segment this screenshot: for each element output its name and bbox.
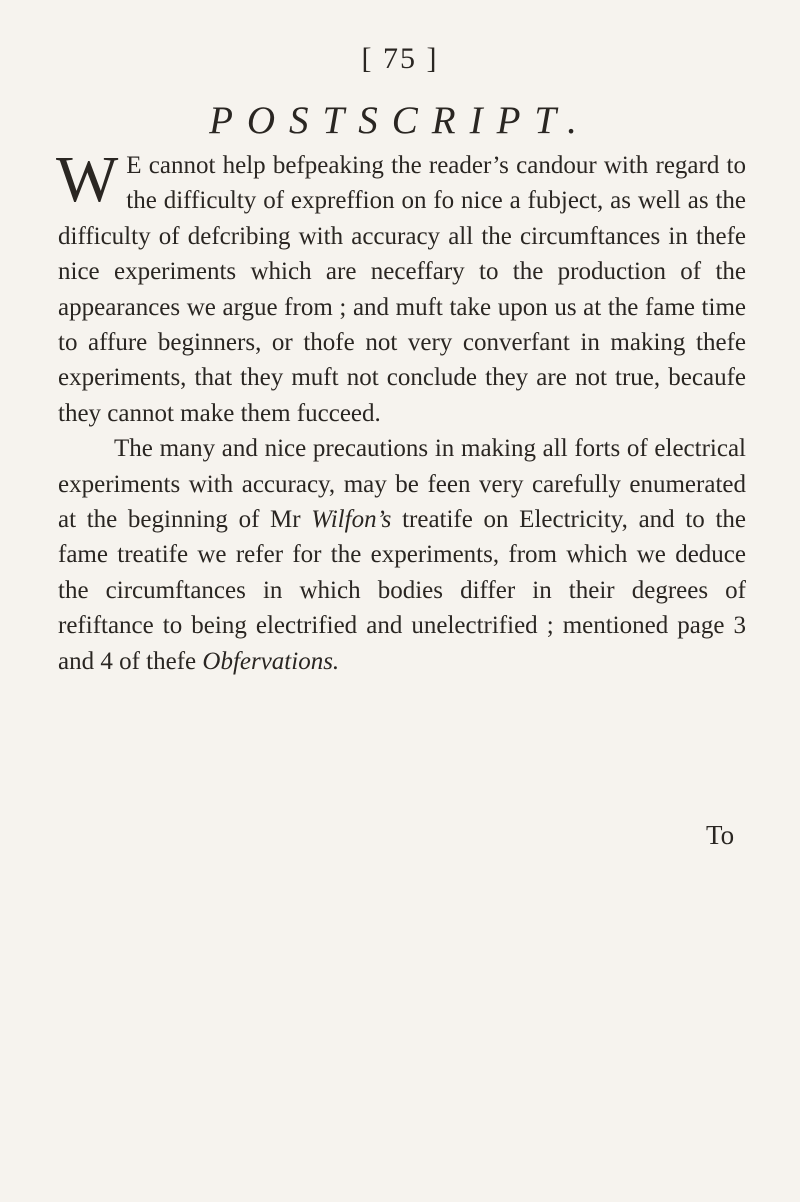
paragraph-1-text: E cannot help befpeaking the reader’s candour with regard to the difficulty of expreffion on fo nice a fubject, as well as the difficulty of defcribing with accuracy all the circumftances in thefe nice experiments which are neceffary to the production of the appearances we argue from ; and muft take upon us at the fame time to affure beginners, or thofe not very converfant in making thefe experiments, that they muft not conclude they are not true, becaufe they cannot make them fucceed. xyxy=(58,152,746,427)
author-name: Wilfon’s xyxy=(311,506,392,534)
paragraph-2 xyxy=(58,431,746,679)
paragraph-2-part-2: treatife on Electricity, and to the fame treatife we refer for the experiments, from which we deduce the circumftances in which bodies differ in their degrees of refiftance to being electrified and unelectrified ; mentioned page 3 and 4 of thefe xyxy=(58,506,746,675)
page-number: [ 75 ] xyxy=(361,42,439,75)
body-text xyxy=(56,143,746,679)
section-title: POSTSCRIPT. xyxy=(209,99,591,142)
catchword: To xyxy=(706,820,735,850)
work-title: Obfervations. xyxy=(202,647,340,675)
drop-cap: W xyxy=(56,143,119,216)
paragraph-2-part-1: The many and nice precautions in making all forts of electrical experiments with accuracy, may be feen very carefully enumerated at the beginning of Mr xyxy=(58,435,746,534)
paragraph-1 xyxy=(56,143,746,431)
